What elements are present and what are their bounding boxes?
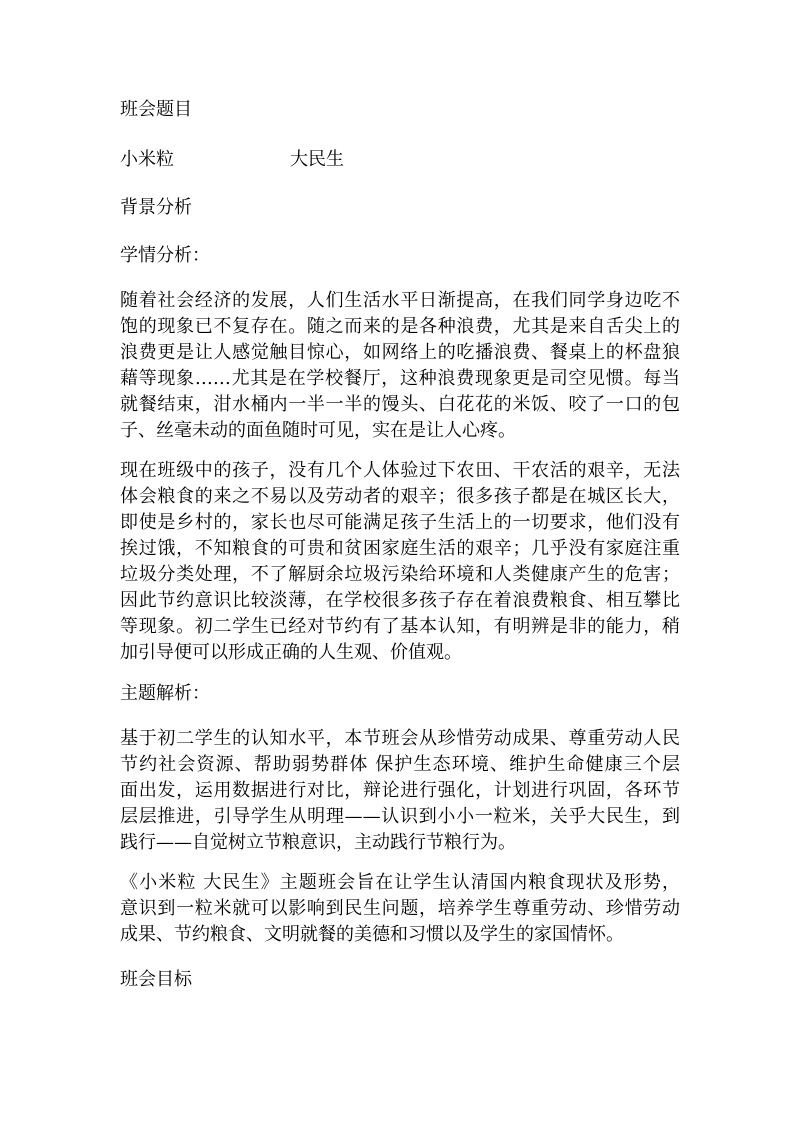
paragraph-line: 基于初二学生的认知水平，本节班会从珍惜劳动成果、尊重劳动人民 <box>120 728 680 749</box>
paragraph-line: 随着社会经济的发展，人们生活水平日渐提高，在我们同学身边吃不 <box>120 290 680 311</box>
paragraph-line: 即使是乡村的，家长也尽可能满足孩子生活上的一切要求，他们没有 <box>120 512 680 533</box>
paragraph-line: 体会粮食的来之不易以及劳动者的艰辛；很多孩子都是在城区长大， <box>120 486 680 507</box>
paragraph-line: 子、丝毫未动的面鱼随时可见，实在是让人心疼。 <box>120 420 516 441</box>
paragraph-line: 加引导便可以形成正确的人生观、价值观。 <box>120 642 462 663</box>
paragraph-line: 等现象。初二学生已经对节约有了基本认知，有明辨是非的能力，稍 <box>120 616 680 637</box>
paragraph-line: 因此节约意识比较淡薄，在学校很多孩子存在着浪费粮食、相互攀比 <box>120 590 680 611</box>
title-right: 大民生 <box>290 149 344 170</box>
paragraph-student-analysis-1 <box>120 288 680 444</box>
heading-background-analysis: 背景分析 <box>120 197 192 218</box>
paragraph-line: 挨过饿，不知粮食的可贵和贫困家庭生活的艰辛；几乎没有家庭注重 <box>120 538 680 559</box>
paragraph-theme-analysis-2 <box>120 870 680 948</box>
paragraph-line: 垃圾分类处理，不了解厨余垃圾污染给环境和人类健康产生的危害； <box>120 564 680 585</box>
class-title <box>120 146 380 174</box>
heading-student-analysis: 学情分析： <box>120 245 210 266</box>
paragraph-line: 意识到一粒米就可以影响到民生问题，培养学生尊重劳动、珍惜劳动 <box>120 898 680 919</box>
paragraph-line: 层层推进，引导学生从明理——认识到小小一粒米，关乎大民生，到 <box>120 806 680 827</box>
paragraph-line: 就餐结束，泔水桶内一半一半的馒头、白花花的米饭、咬了一口的包 <box>120 394 680 415</box>
heading-class-topic: 班会题目 <box>120 99 192 120</box>
paragraph-line: 藉等现象……尤其是在学校餐厅，这种浪费现象更是司空见惯。每当 <box>120 368 680 389</box>
heading-theme-analysis: 主题解析： <box>120 683 210 704</box>
paragraph-line: 现在班级中的孩子，没有几个人体验过下农田、干农活的艰辛，无法 <box>120 460 680 481</box>
paragraph-line: 《小米粒 大民生》主题班会旨在让学生认清国内粮食现状及形势， <box>120 872 680 893</box>
paragraph-line: 成果、节约粮食、文明就餐的美德和习惯以及学生的家国情怀。 <box>120 924 624 945</box>
paragraph-line: 浪费更是让人感觉触目惊心，如网络上的吃播浪费、餐桌上的杯盘狼 <box>120 342 680 363</box>
paragraph-line: 饱的现象已不复存在。随之而来的是各种浪费，尤其是来自舌尖上的 <box>120 316 680 337</box>
paragraph-line: 节约社会资源、帮助弱势群体 保护生态环境、维护生命健康三个层 <box>120 754 680 775</box>
paragraph-student-analysis-2 <box>120 458 680 666</box>
paragraph-line: 践行——自觉树立节粮意识，主动践行节粮行为。 <box>120 832 516 853</box>
heading-class-goals: 班会目标 <box>120 969 192 990</box>
title-left: 小米粒 <box>120 149 174 170</box>
paragraph-line: 面出发，运用数据进行对比，辩论进行强化，计划进行巩固，各环节 <box>120 780 680 801</box>
paragraph-theme-analysis-1 <box>120 726 680 856</box>
